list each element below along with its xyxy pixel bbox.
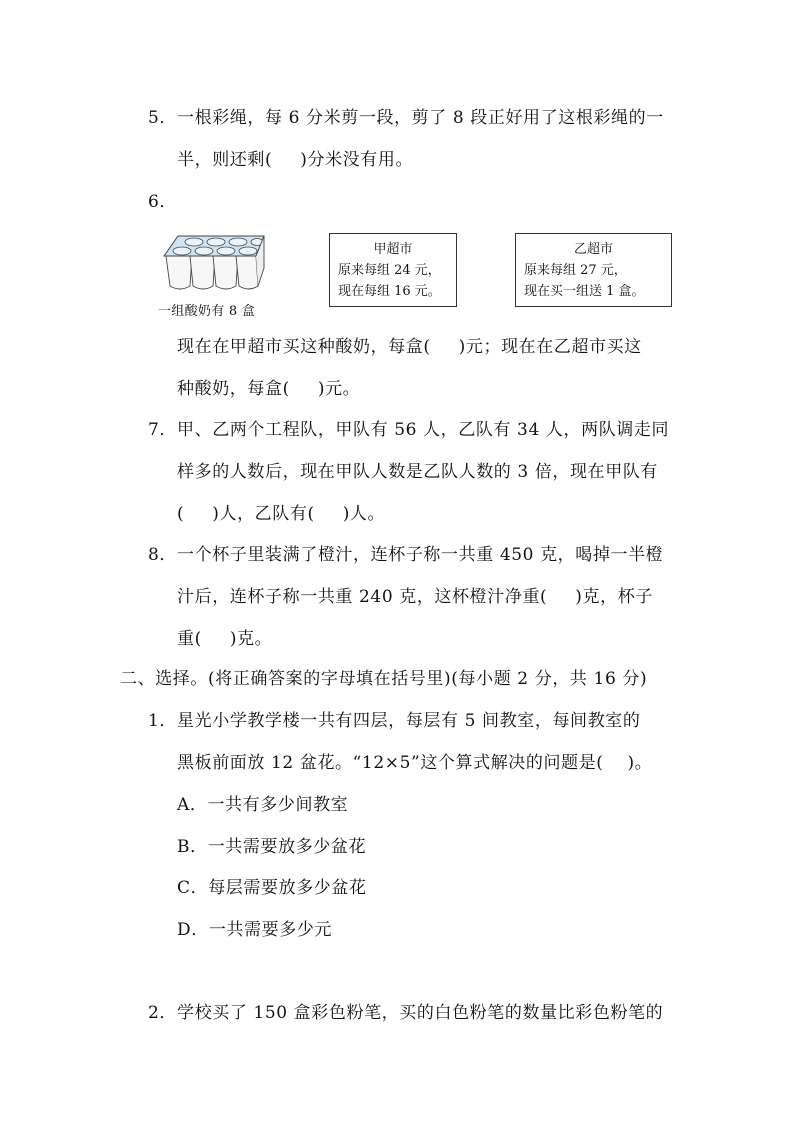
q6-line-2-text-a: 种酸奶，每盒( (177, 379, 290, 399)
q8-line-1: 8．一个杯子里装满了橙汁，连杯子称一共重 450 克，喝掉一半橙 (148, 545, 664, 565)
q6-number: 6． (148, 192, 178, 212)
c1-option-d[interactable]: D．一共需要多少元 (177, 920, 333, 940)
q8-line-2-text-a: 汁后，连杯子称一共重 240 克，这杯橙汁净重( (177, 587, 548, 607)
q8-line-3 (177, 628, 272, 650)
q5-line-1: 5．一根彩绳，每 6 分米剪一段，剪了 8 段正好用了这根彩绳的一 (148, 108, 664, 128)
q6-line-1-text-b: )元；现在在乙超市买这 (458, 337, 642, 357)
q7-line-3 (177, 503, 385, 525)
q8-line-2-text-b: )克，杯子 (575, 587, 653, 607)
q8-line-3-text-a: 重( (177, 629, 202, 649)
q6-line-2 (177, 378, 360, 400)
c1-option-a[interactable]: A．一共有多少间教室 (177, 795, 349, 815)
store-a-line-1: 原来每组 24 元， (338, 263, 441, 278)
q6-line-1-text-a: 现在在甲超市买这种酸奶，每盒( (177, 337, 431, 357)
q7-line-3-text-a: ( (177, 504, 185, 524)
store-b-line-2: 现在买一组送 1 盒。 (524, 284, 645, 299)
q7-line-3-text-b: )人，乙队有( (212, 504, 315, 524)
store-b-box (515, 233, 672, 307)
yogurt-pack-image (160, 232, 270, 294)
c1-line-2 (177, 752, 652, 774)
c1-line-2-text-b: )。 (627, 753, 653, 773)
q8-line-2 (177, 586, 653, 608)
c1-line-2-text-a: 黑板前面放 12 盆花。“12×5”这个算式解决的问题是( (177, 753, 604, 773)
store-a-line-2: 现在每组 16 元。 (338, 284, 441, 299)
c1-option-b[interactable]: B．一共需要放多少盆花 (177, 837, 367, 857)
c2-line-1: 2．学校买了 150 盒彩色粉笔，买的白色粉笔的数量比彩色粉笔的 (148, 1003, 664, 1023)
store-a-box (329, 233, 457, 307)
q6-line-2-text-b: )元。 (317, 379, 361, 399)
q6-line-1 (177, 336, 642, 358)
q7-line-1: 7．甲、乙两个工程队，甲队有 56 人，乙队有 34 人，两队调走同 (148, 420, 670, 440)
q7-line-2: 样多的人数后，现在甲队人数是乙队人数的 3 倍，现在甲队有 (177, 462, 659, 482)
section-2-heading: 二、选择。(将正确答案的字母填在括号里)(每小题 2 分，共 16 分) (120, 669, 648, 689)
q8-line-3-text-b: )克。 (229, 629, 273, 649)
c1-line-1: 1．星光小学教学楼一共有四层，每层有 5 间教室，每间教室的 (148, 711, 641, 731)
q7-line-3-text-c: )人。 (342, 504, 386, 524)
q5-line-2-text-b: )分米没有用。 (300, 150, 414, 170)
q5-line-2-text-a: 半，则还剩( (177, 150, 273, 170)
c1-option-c[interactable]: C．每层需要放多少盆花 (177, 878, 367, 898)
store-a-title: 甲超市 (373, 242, 413, 257)
q5-line-2 (177, 149, 413, 171)
yogurt-caption: 一组酸奶有 8 盒 (158, 304, 256, 319)
store-b-line-1: 原来每组 27 元， (524, 263, 627, 278)
store-b-title: 乙超市 (573, 242, 613, 257)
